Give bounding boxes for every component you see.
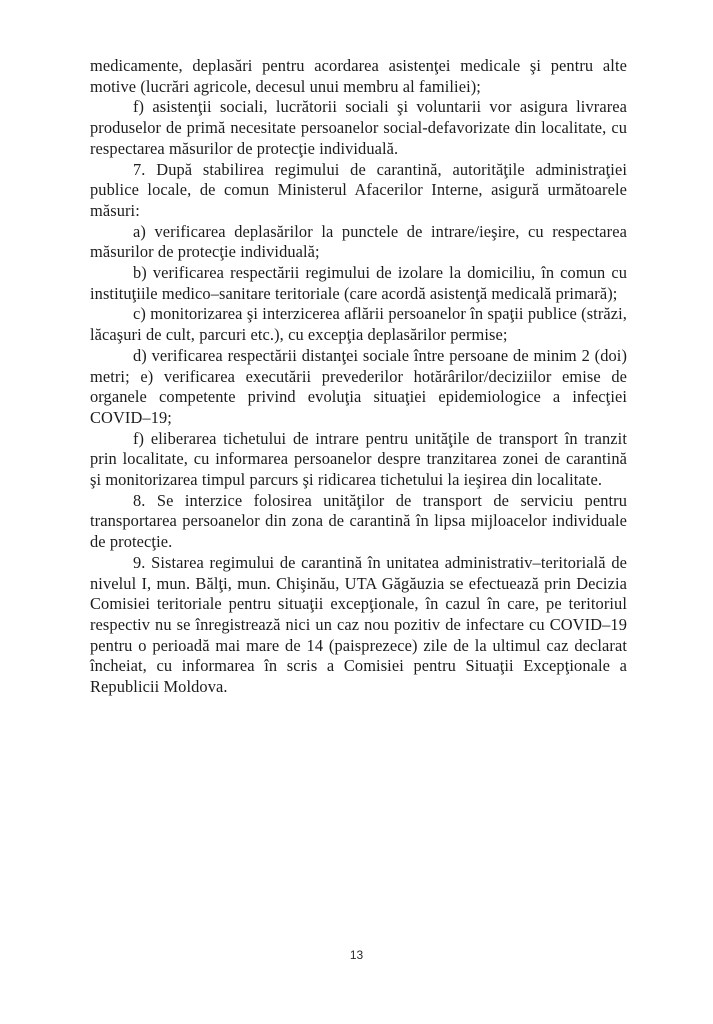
- paragraph: c) monitorizarea şi interzicerea aflării persoanelor în spaţii publice (străzi, lăcaşuri de cult, parcuri etc.), cu excepţia deplasărilor permise;: [90, 304, 627, 345]
- document-text: [90, 56, 627, 698]
- paragraph: b) verificarea respectării regimului de izolare la domiciliu, în comun cu instituţiile medico–sanitare teritoriale (care acordă asistenţă medicală primară);: [90, 263, 627, 303]
- paragraph: medicamente, deplasări pentru acordarea asistenţei medicale şi pentru alte motive (lucrări agricole, decesul unui membru al familiei);: [90, 56, 627, 96]
- paragraph: f) asistenţii sociali, lucrătorii sociali şi voluntarii vor asigura livrarea produselor de primă necesitate persoanelor social-defavorizate din localitate, cu respectarea măsurilor de protecţie individuală.: [90, 97, 627, 158]
- paragraph: f) eliberarea tichetului de intrare pentru unităţile de transport în tranzit prin localitate, cu informarea persoanelor despre tranzitarea zonei de carantină şi monitorizarea timpul parcurs şi ridicarea tichetului la ieşirea din localitate.: [90, 428, 627, 490]
- paragraph: 8. Se interzice folosirea unităţilor de transport de serviciu pentru transportarea persoanelor din zona de carantină în lipsa mijloacelor individuale de protecţie.: [90, 490, 627, 552]
- paragraph: 7. După stabilirea regimului de carantină, autorităţile administraţiei publice locale, de comun Ministerul Afacerilor Interne, asigură următoarele măsuri:: [90, 159, 627, 220]
- paragraph: d) verificarea respectării distanţei sociale între persoane de minim 2 (doi) metri; e) verificarea executării prevederilor hotărârilor/deciziilor emise de organele competente privind evoluţia situaţiei epidemiologice a infecţiei COVID–19;: [90, 345, 627, 427]
- paragraph: 9. Sistarea regimului de carantină în unitatea administrativ–teritorială de nivelul I, mun. Bălţi, mun. Chişinău, UTA Găgăuzia se efectuează prin Decizia Comisiei teritoriale pentru situaţii excepţionale, în cazul în care, pe teritoriul respectiv nu se înregistrează nici un caz nou pozitiv de infectare cu COVID–19 pentru o perioadă mai mare de 14 (paisprezece) zile de la ultimul caz declarat încheiat, cu informarea în scris a Comisiei pentru Situaţii Excepţionale a Republicii Moldova.: [90, 552, 627, 697]
- page-number: 13: [349, 948, 364, 962]
- page-footer: [0, 948, 713, 962]
- paragraph: a) verificarea deplasărilor la punctele de intrare/ieşire, cu respectarea măsurilor de protecţie individuală;: [90, 221, 627, 262]
